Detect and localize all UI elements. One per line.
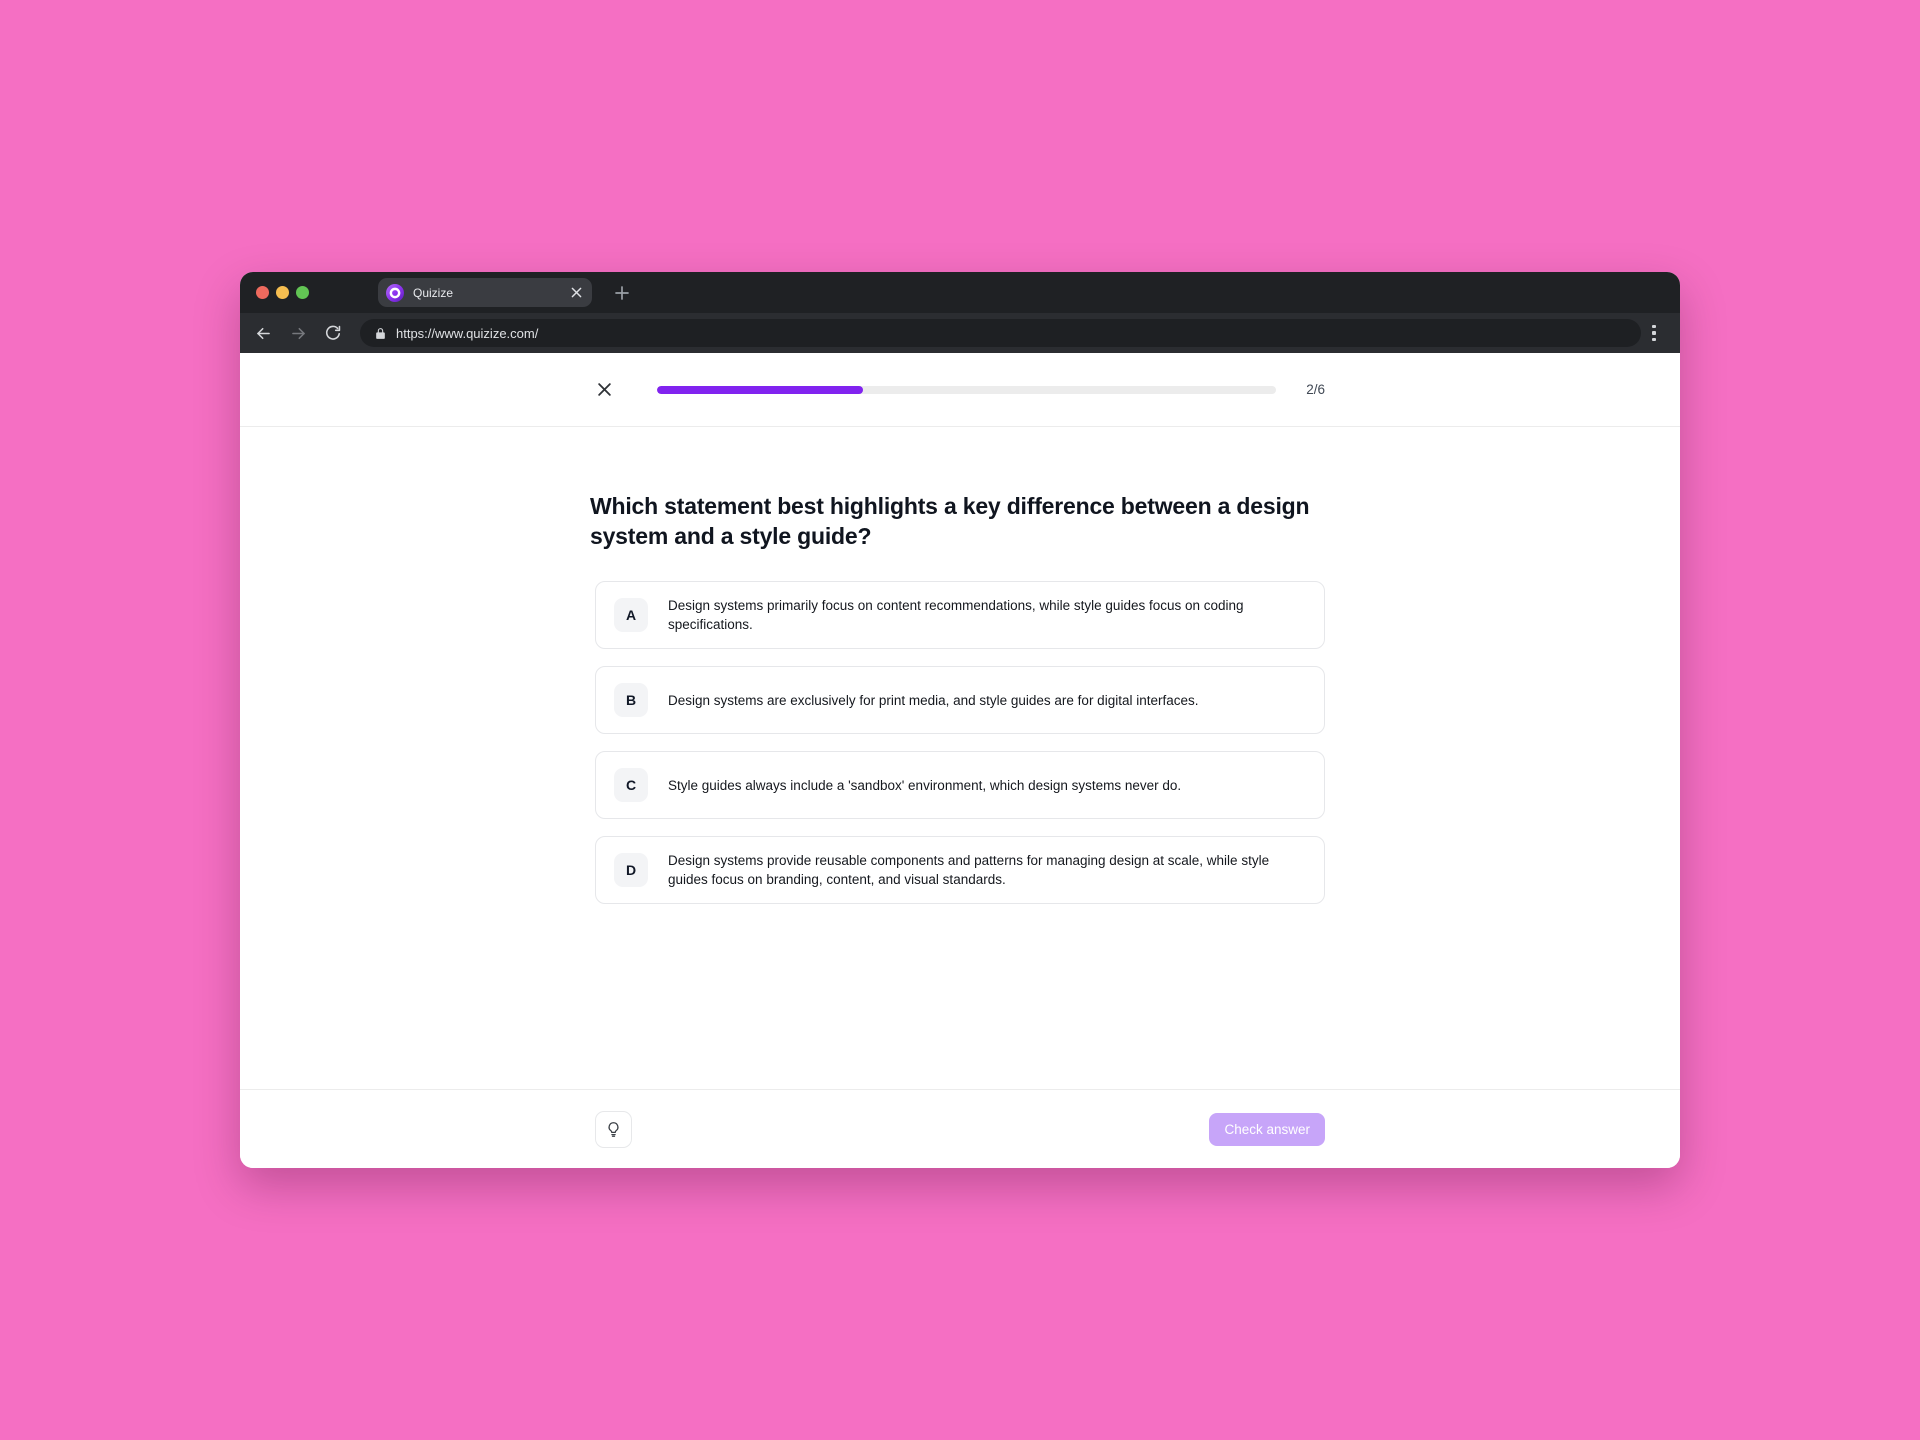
url-bar[interactable]: [360, 319, 1641, 347]
arrow-left-icon: [254, 324, 273, 343]
hint-button[interactable]: [595, 1111, 632, 1148]
answer-option-d[interactable]: [595, 836, 1325, 904]
answer-option-c[interactable]: [595, 751, 1325, 819]
check-answer-button[interactable]: Check answer: [1209, 1113, 1325, 1146]
browser-tab-strip: [240, 272, 1680, 313]
answer-option-a[interactable]: [595, 581, 1325, 649]
quiz-page: [240, 353, 1680, 1168]
back-button[interactable]: [248, 318, 278, 348]
tab-title: Quizize: [413, 285, 454, 300]
option-text: Design systems are exclusively for print media, and style guides are for digital interfaces.: [668, 692, 1199, 708]
forward-button[interactable]: [283, 318, 313, 348]
window-controls: [240, 286, 323, 299]
tab-close-icon[interactable]: [568, 285, 584, 301]
new-tab-button[interactable]: [609, 280, 635, 306]
quizize-favicon-icon: [386, 284, 404, 302]
window-minimize-button[interactable]: [276, 286, 289, 299]
quiz-close-button[interactable]: [595, 381, 613, 399]
option-text: Design systems primarily focus on content recommendations, while style guides focus on coding specifications.: [668, 598, 1244, 632]
reload-icon: [324, 324, 342, 342]
option-letter-badge: A: [614, 598, 648, 632]
browser-toolbar: [240, 313, 1680, 353]
quiz-footer: [240, 1089, 1680, 1168]
browser-window: [240, 272, 1680, 1168]
quiz-content: [240, 427, 1680, 1089]
browser-tab-quizize[interactable]: [378, 278, 592, 307]
option-letter-badge: C: [614, 768, 648, 802]
close-icon: [597, 382, 612, 397]
url-text: https://www.quizize.com/: [396, 325, 539, 341]
reload-button[interactable]: [318, 318, 348, 348]
window-close-button[interactable]: [256, 286, 269, 299]
option-letter-badge: D: [614, 853, 648, 887]
padlock-icon: [374, 327, 387, 340]
answer-options: [595, 581, 1325, 904]
option-letter-badge: B: [614, 683, 648, 717]
lightbulb-icon: [605, 1121, 622, 1138]
answer-option-b[interactable]: [595, 666, 1325, 734]
arrow-right-icon: [289, 324, 308, 343]
progress-fill: [657, 386, 863, 394]
option-text: Style guides always include a 'sandbox' environment, which design systems never do.: [668, 777, 1182, 793]
window-zoom-button[interactable]: [296, 286, 309, 299]
browser-menu-button[interactable]: [1641, 320, 1667, 346]
progress-label: 2/6: [1306, 382, 1325, 397]
quiz-header: [240, 353, 1680, 427]
progress-bar: [657, 386, 1276, 394]
question-title: Which statement best highlights a key difference between a design system and a style guide?: [590, 493, 1310, 549]
option-text: Design systems provide reusable components and patterns for managing design at scale, while style guides focus on branding, content, and visual standards.: [668, 853, 1270, 887]
